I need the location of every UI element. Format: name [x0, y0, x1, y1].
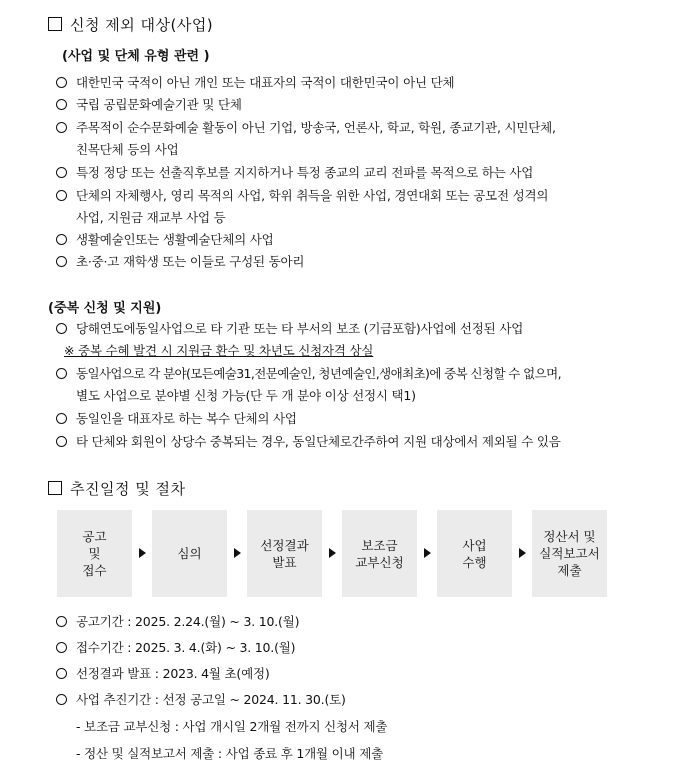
checkbox-square-icon: [48, 481, 62, 495]
schedule-item: 선정결과 발표 : 2023. 4월 초(예정): [76, 666, 270, 681]
section2-subtitle: (중복 신청 및 지원): [48, 301, 162, 316]
section3-heading: [48, 478, 185, 499]
arrow-right-icon: [234, 548, 241, 558]
process-step-announcement: [57, 510, 132, 597]
step-label: 정산서 및: [543, 529, 596, 544]
list-item: 당해연도에동일사업으로 타 기관 또는 타 부서의 보조 (기금포함)사업에 선정된 사업: [76, 321, 524, 336]
step-label: 및: [88, 546, 101, 561]
schedule-item: 접수기간 : 2025. 3. 4.(화) ~ 3. 10.(월): [76, 640, 296, 655]
circle-bullet-icon: [56, 694, 67, 705]
schedule-subitem: - 정산 및 실적보고서 제출 : 사업 종료 후 1개월 이내 제출: [76, 746, 383, 761]
list-item: 국립 공립문화예술기관 및 단체: [76, 97, 242, 112]
step-label: 심의: [177, 546, 202, 561]
notice-note: ※ 중복 수혜 발견 시 지원금 환수 및 차년도 신청자격 상실: [64, 343, 374, 358]
list-item: 초·중·고 재학생 또는 이들로 구성된 동아리: [76, 254, 305, 269]
arrow-right-icon: [519, 548, 526, 558]
list-item-continuation: 사업, 지원금 재교부 사업 등: [76, 210, 226, 225]
process-step-execution: [437, 510, 512, 597]
process-step-selection: [247, 510, 322, 597]
section1-subtitle: (사업 및 단체 유형 관련 ): [62, 49, 210, 64]
list-item: 주목적이 순수문화예술 활동이 아닌 기업, 방송국, 언론사, 학교, 학원, 종교기관, 시민단체,: [76, 120, 556, 135]
checkbox-square-icon: [48, 17, 62, 31]
circle-bullet-icon: [56, 190, 67, 201]
step-label: 수행: [462, 554, 487, 570]
circle-bullet-icon: [56, 368, 67, 379]
step-label: 사업: [462, 537, 487, 553]
step-label: 제출: [557, 563, 582, 578]
step-label: 교부신청: [355, 554, 404, 570]
schedule-item: 사업 추진기간 : 선정 공고일 ~ 2024. 11. 30.(토): [76, 692, 346, 707]
arrow-right-icon: [329, 548, 336, 558]
list-item: 타 단체와 회원이 상당수 중복되는 경우, 동일단체로간주하여 지원 대상에서 제외될 수 있음: [76, 434, 561, 449]
process-step-subsidy: [342, 510, 417, 597]
circle-bullet-icon: [56, 668, 67, 679]
schedule-subitem: - 보조금 교부신청 : 사업 개시일 2개월 전까지 신청서 제출: [76, 719, 388, 734]
circle-bullet-icon: [56, 642, 67, 653]
list-item: 동일사업으로 각 분야(모든예술31,전문예술인, 청년예술인,생애최초)에 중복 신청할 수 없으며,: [76, 366, 561, 381]
section1-heading: [48, 14, 213, 35]
circle-bullet-icon: [56, 122, 67, 133]
list-item: 단체의 자체행사, 영리 목적의 사업, 학위 취득을 위한 사업, 경연대회 또는 공모전 성격의: [76, 188, 549, 203]
section3-title: 추진일정 및 절차: [70, 480, 186, 498]
process-step-report: [532, 510, 607, 597]
circle-bullet-icon: [56, 167, 67, 178]
step-label: 선정결과: [260, 537, 309, 553]
circle-bullet-icon: [56, 77, 67, 88]
step-label: 접수: [82, 563, 107, 578]
circle-bullet-icon: [56, 413, 67, 424]
section1-title: 신청 제외 대상(사업): [70, 16, 214, 34]
schedule-item: 공고기간 : 2025. 2.24.(월) ~ 3. 10.(월): [76, 614, 300, 629]
list-item: 동일인을 대표자로 하는 복수 단체의 사업: [76, 411, 297, 426]
step-label: 공고: [82, 529, 107, 544]
step-label: 실적보고서: [539, 546, 600, 561]
process-step-review: [152, 510, 227, 597]
list-item-continuation: 별도 사업으로 분야별 신청 가능(단 두 개 분야 이상 선정시 택1): [76, 388, 416, 403]
step-label: 발표: [272, 554, 297, 570]
arrow-right-icon: [139, 548, 146, 558]
list-item: 대한민국 국적이 아닌 개인 또는 대표자의 국적이 대한민국이 아닌 단체: [76, 75, 455, 90]
arrow-right-icon: [424, 548, 431, 558]
list-item: 생활예술인또는 생활예술단체의 사업: [76, 232, 274, 247]
circle-bullet-icon: [56, 99, 67, 110]
circle-bullet-icon: [56, 234, 67, 245]
list-item-continuation: 친목단체 등의 사업: [76, 142, 179, 157]
list-item: 특정 정당 또는 선출직후보를 지지하거나 특정 종교의 교리 전파를 목적으로 하는 사업: [76, 165, 534, 180]
circle-bullet-icon: [56, 616, 67, 627]
circle-bullet-icon: [56, 323, 67, 334]
circle-bullet-icon: [56, 436, 67, 447]
step-label: 보조금: [361, 537, 398, 553]
circle-bullet-icon: [56, 256, 67, 267]
